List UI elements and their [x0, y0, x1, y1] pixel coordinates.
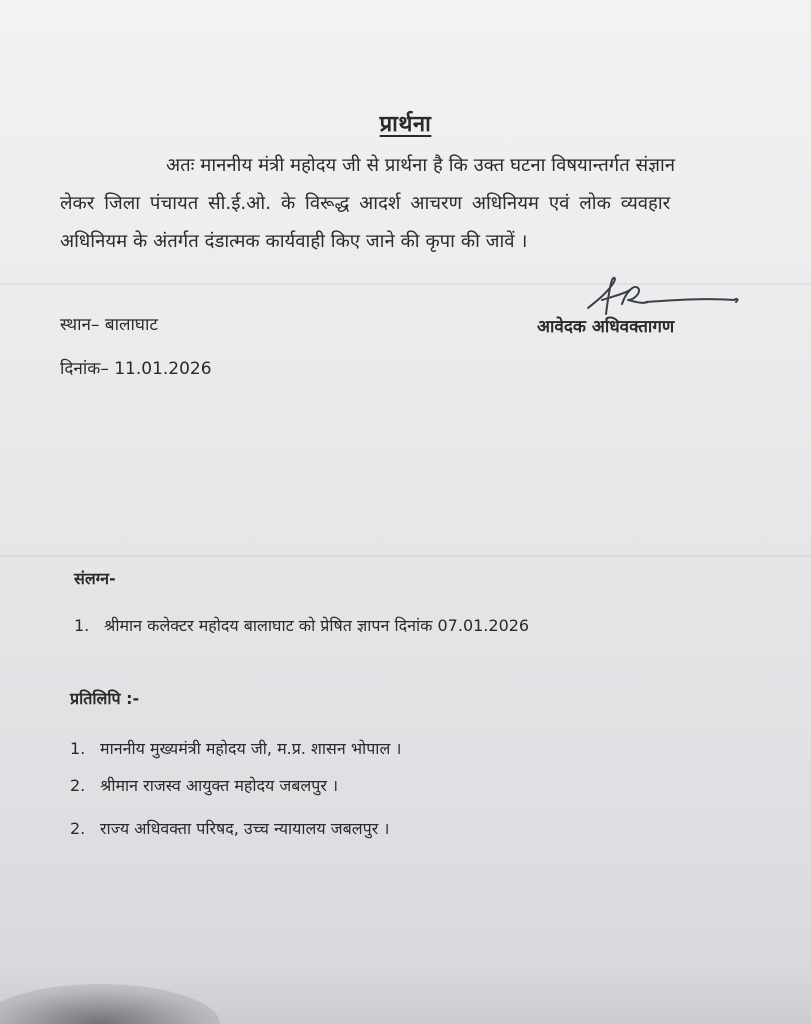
- place-line: स्थान– बालाघाट: [60, 315, 158, 335]
- item-text: श्रीमान राजस्व आयुक्त महोदय जबलपुर ।: [100, 776, 339, 795]
- item-number: 1.: [70, 739, 86, 758]
- attachments-title: संलग्न-: [74, 569, 116, 588]
- copy-item: [70, 774, 338, 796]
- date-line: दिनांक– 11.01.2026: [60, 359, 212, 379]
- body-line-3: अधिनियम के अंतर्गत दंडात्मक कार्यवाही किए जाने की कृपा की जावें ।: [60, 231, 528, 252]
- paper-fold-line: [0, 555, 811, 557]
- attachment-item: [74, 614, 529, 636]
- item-text: माननीय मुख्यमंत्री महोदय जी, म.प्र. शासन भोपाल ।: [100, 739, 402, 758]
- copies-title: प्रतिलिपि :-: [70, 689, 140, 708]
- item-number: 1.: [74, 616, 90, 635]
- document-heading: [0, 108, 811, 138]
- copy-item: [70, 737, 401, 759]
- applicant-label: आवेदक अधिवक्तागण: [537, 317, 675, 337]
- body-line-2: लेकर जिला पंचायत सी.ई.ओ. के विरूद्ध आदर्श आचरण अधिनियम एवं लोक व्यवहार: [60, 193, 671, 214]
- item-number: 2.: [70, 819, 86, 838]
- item-number: 2.: [70, 776, 86, 795]
- item-text: श्रीमान कलेक्टर महोदय बालाघाट को प्रेषित ज्ञापन दिनांक 07.01.2026: [104, 616, 530, 635]
- body-line-1: अतः माननीय मंत्री महोदय जी से प्रार्थना है कि उक्त घटना विषयान्तर्गत संज्ञान: [166, 155, 676, 176]
- item-text: राज्य अधिवक्ता परिषद, उच्च न्यायालय जबलपुर ।: [100, 819, 390, 838]
- heading-text: प्रार्थना: [379, 112, 432, 137]
- copy-item: [70, 817, 389, 839]
